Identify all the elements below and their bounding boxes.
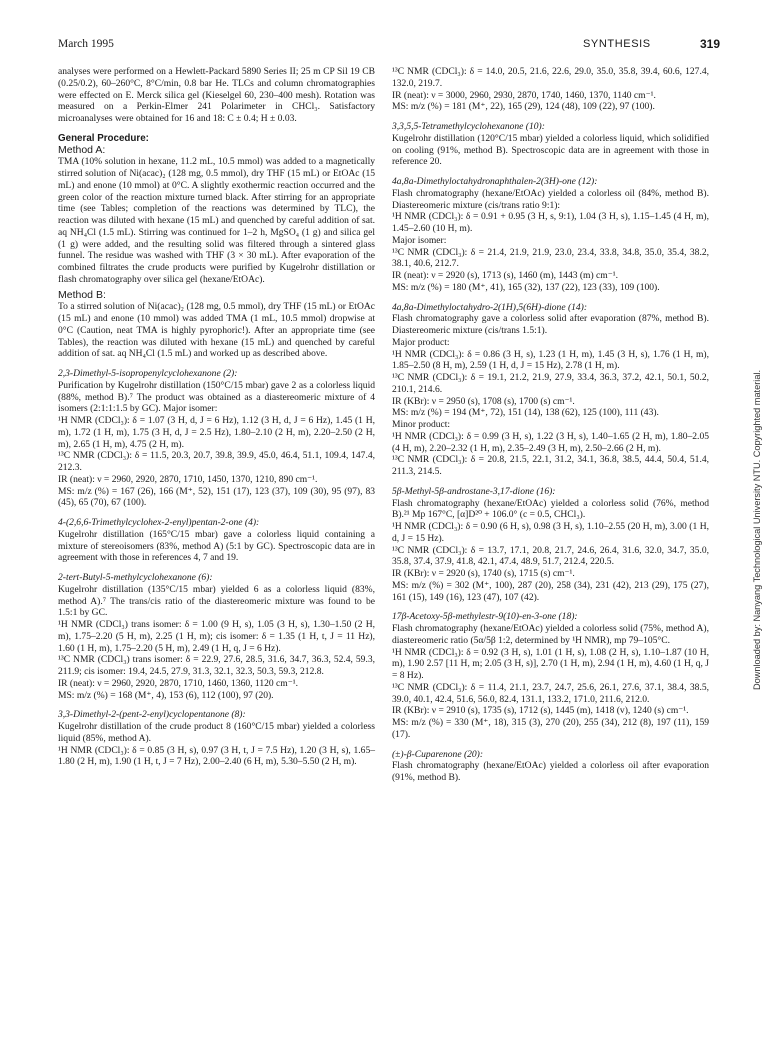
- body-paragraph: ¹H NMR (CDCl₃) trans isomer: δ = 1.00 (9 H, s), 1.05 (3 H, s), 1.30–1.50 (2 H, m), 1.75–2.20 (5 H, m), 2.25 (1 H, m); cis isomer: δ = 1.35 (1 H, t, J = 11 Hz), 1.60 (1 H, m), 1.75–2.20 (5 H, m), 2.49 (1 H, q, J = 6 Hz).: [58, 619, 375, 654]
- body-paragraph: analyses were performed on a Hewlett-Packard 5890 Series II; 25 m CP Sil 19 CB (0.25/0.2), 60–260°C, 8°C/min, 0.8 bar He. TLCs and column chromatographies were effected on E. Merck silica gel (Kieselgel 60, 230–400 mesh). Rotation was measured on a Perkin-Elmer 241 Polarimeter in CHCl₃. Satisfactory microanalyses were obtained for 16 and 18: C ± 0.4; H ± 0.03.: [58, 66, 375, 124]
- section-gap: [392, 741, 709, 749]
- body-paragraph: Major isomer:: [392, 234, 447, 246]
- section-gap: [392, 113, 709, 121]
- body-paragraph: Kugelrohr distillation (120°C/15 mbar) yielded a colorless liquid, which solidified on cooling (91%, method B). Spectroscopic data are in agreement with those in reference 20.: [392, 132, 709, 168]
- body-paragraph: MS: m/z (%) = 194 (M⁺, 72), 151 (14), 138 (62), 125 (100), 111 (43).: [392, 407, 659, 419]
- section-gap: [58, 564, 375, 572]
- issue-date: March 1995: [58, 38, 114, 50]
- body-paragraph: ¹³C NMR (CDCl₃): δ = 19.1, 21.2, 21.9, 27.9, 33.4, 36.3, 37.2, 42.1, 50.1, 50.2, 210.1, 214.6.: [392, 372, 709, 395]
- body-paragraph: MS: m/z (%) = 302 (M⁺, 100), 287 (20), 258 (34), 231 (42), 213 (29), 175 (27), 161 (15), 149 (16), 123 (47), 107 (42).: [392, 579, 709, 603]
- body-paragraph: ¹³C NMR (CDCl₃): δ = 14.0, 20.5, 21.6, 22.6, 29.0, 35.0, 35.8, 39.4, 60.6, 127.4, 132.0, 219.7.: [392, 66, 709, 89]
- page-header: [58, 38, 720, 54]
- section-gap: [392, 294, 709, 302]
- body-paragraph: MS: m/z (%) = 168 (M⁺, 4), 153 (6), 112 (100), 97 (20).: [58, 689, 274, 701]
- body-paragraph: Flash chromatography (hexane/EtOAc) yielded a colorless solid (75%, method A), diastereomeric ratio (5α/5β 1:2, determined by ¹H NMR), mp 79–105°C.: [392, 623, 709, 646]
- compound-heading: 4a,8a-Dimethyloctahydronaphthalen-2(3H)-one (12):: [392, 176, 598, 187]
- method-heading: Method A:: [58, 143, 106, 156]
- body-paragraph: Flash chromatography (hexane/EtOAc) yielded a colorless solid (76%, method B).²¹ Mp 167°C, [α]D²⁰ + 106.0° (c = 0.5, CHCl₃).: [392, 497, 709, 521]
- body-paragraph: ¹³C NMR (CDCl₃): δ = 11.4, 21.1, 23.7, 24.7, 25.6, 26.1, 27.6, 37.1, 38.4, 38.5, 39.0, 40.1, 42.4, 51.6, 56.0, 82.4, 131.1, 133.2, 171.0, 211.6, 212.0.: [392, 681, 709, 705]
- download-watermark: Downloaded by: Nanyang Technological University NTU. Copyrighted material.: [752, 369, 762, 690]
- method-heading: Method B:: [58, 288, 106, 301]
- section-gap: [392, 603, 709, 611]
- body-paragraph: ¹³C NMR (CDCl₃): δ = 13.7, 17.1, 20.8, 21.7, 24.6, 26.4, 31.6, 32.0, 34.7, 35.0, 35.8, 37.4, 37.9, 41.8, 42.1, 47.4, 48.9, 51.7, 212.4, 220.5.: [392, 544, 709, 568]
- left-column: [58, 66, 375, 768]
- body-paragraph: MS: m/z (%) = 330 (M⁺, 18), 315 (3), 270 (20), 255 (34), 212 (8), 197 (11), 159 (17).: [392, 717, 709, 740]
- section-gap: [58, 509, 375, 517]
- body-paragraph: MS: m/z (%) = 167 (26), 166 (M⁺, 52), 151 (17), 123 (37), 109 (30), 95 (97), 83 (45), 65 (70), 67 (100).: [58, 485, 375, 509]
- section-gap: [58, 701, 375, 709]
- compound-heading: (±)-β-Cuparenone (20):: [392, 748, 484, 760]
- body-paragraph: MS: m/z (%) = 181 (M⁺, 22), 165 (29), 124 (48), 109 (22), 97 (100).: [392, 101, 655, 113]
- body-paragraph: ¹³C NMR (CDCl₃): δ = 11.5, 20.3, 20.7, 39.8, 39.9, 45.0, 46.4, 51.1, 109.4, 147.4, 212.3.: [58, 450, 375, 473]
- body-paragraph: IR (neat): ν = 2960, 2920, 2870, 1710, 1450, 1370, 1210, 890 cm⁻¹.: [58, 473, 318, 485]
- compound-heading: 3,3-Dimethyl-2-(pent-2-enyl)cyclopentanone (8):: [58, 709, 246, 721]
- compound-heading: 2-tert-Butyl-5-methylcyclohexanone (6):: [58, 572, 213, 583]
- compound-heading: 3,3,5,5-Tetramethylcyclohexanone (10):: [392, 121, 545, 132]
- body-paragraph: ¹³C NMR (CDCl₃) trans isomer: δ = 22.9, 27.6, 28.5, 31.6, 34.7, 36.3, 52.4, 59.3, 211.9; cis isomer: 19.4, 24.5, 27.9, 31.3, 32.1, 32.3, 50.3, 59.3, 212.8.: [58, 654, 375, 677]
- procedure-heading: General Procedure:: [58, 132, 149, 144]
- body-paragraph: Major product:: [392, 336, 450, 348]
- body-paragraph: ¹H NMR (CDCl₃): δ = 0.91 + 0.95 (3 H, s, 9:1), 1.04 (3 H, s), 1.15–1.45 (4 H, m), 1.45–2.60 (10 H, m).: [392, 211, 709, 234]
- body-paragraph: IR (neat): ν = 2960, 2920, 2870, 1710, 1460, 1360, 1120 cm⁻¹.: [58, 677, 298, 689]
- journal-title: SYNTHESIS: [583, 38, 651, 50]
- body-paragraph: ¹H NMR (CDCl₃): δ = 0.86 (3 H, s), 1.23 (1 H, m), 1.45 (3 H, s), 1.76 (1 H, m), 1.85–2.50 (8 H, m), 2.59 (1 H, d, J = 15 Hz), 2.78 (1 H, m).: [392, 348, 709, 372]
- body-paragraph: ¹H NMR (CDCl₃): δ = 0.85 (3 H, s), 0.97 (3 H, t, J = 7.5 Hz), 1.20 (3 H, s), 1.65–1.80 (2 H, m), 1.90 (1 H, t, J = 7 Hz), 2.00–2.40 (6 H, m), 5.30–5.50 (2 H, m).: [58, 744, 375, 768]
- body-paragraph: MS: m/z (%) = 180 (M⁺, 41), 165 (32), 137 (22), 123 (33), 109 (100).: [392, 281, 660, 293]
- compound-heading: 4-(2,6,6-Trimethylcyclohex-2-enyl)pentan-2-one (4):: [58, 517, 260, 528]
- body-paragraph: IR (KBr): ν = 2910 (s), 1735 (s), 1712 (s), 1445 (m), 1418 (v), 1240 (s) cm⁻¹.: [392, 705, 689, 717]
- body-paragraph: ¹H NMR (CDCl₃): δ = 1.07 (3 H, d, J = 6 Hz), 1.12 (3 H, d, J = 6 Hz), 1.45 (1 H, m), 1.72 (1 H, m), 1.75 (3 H, d, J = 2.5 Hz), 1.80–2.10 (2 H, m), 2.20–2.50 (2 H, m), 2.65 (1 H, m), 4.75 (2 H, m).: [58, 415, 375, 450]
- body-paragraph: Flash chromatography (hexane/EtOAc) yielded a colorless oil after evaporation (91%, method B).: [392, 760, 709, 783]
- body-paragraph: ¹³C NMR (CDCl₃): δ = 21.4, 21.9, 21.9, 23.0, 23.4, 33.8, 34.8, 35.0, 35.4, 38.2, 38.1, 40.6, 212.7.: [392, 246, 709, 270]
- body-paragraph: ¹H NMR (CDCl₃): δ = 0.90 (6 H, s), 0.98 (3 H, s), 1.10–2.55 (20 H, m), 3.00 (1 H, d, J = 15 Hz).: [392, 521, 709, 544]
- body-paragraph: ¹³C NMR (CDCl₃): δ = 20.8, 21.5, 22.1, 31.2, 34.1, 36.8, 38.5, 44.4, 50.4, 51.4, 211.3, 214.5.: [392, 454, 709, 477]
- page-number: 319: [699, 37, 720, 51]
- body-paragraph: To a stirred solution of Ni(acac)₂ (128 mg, 0.5 mmol), dry THF (15 mL) or EtOAc (15 mL) and enone (10 mmol) was added TMA (1 mL, 10.5 mmol) dropwise at 0°C (Caution, neat TMA is highly pyrophoric!). After an appropriate time (see Tables), the reaction was diluted with hexane (15 mL) and quenched by careful addition of sat. aq NH₄Cl (1.5 mL) and worked up as described above.: [58, 301, 375, 360]
- body-paragraph: Kugelrohr distillation of the crude product 8 (160°C/15 mbar) yielded a colorless liquid (85%, method A).: [58, 721, 375, 744]
- compound-heading: 17β-Acetoxy-5β-methylestr-9(10)-en-3-one (18):: [392, 611, 578, 623]
- compound-heading: 5β-Methyl-5β-androstane-3,17-dione (16):: [392, 485, 556, 497]
- body-paragraph: Minor product:: [392, 419, 451, 430]
- body-paragraph: ¹H NMR (CDCl₃): δ = 0.92 (3 H, s), 1.01 (1 H, s), 1.08 (2 H, s), 1.10–1.87 (10 H, m), 1.90 2.57 [11 H, m; 2.05 (3 H, s)], 2.70 (1 H, m), 2.94 (1 H, m), 4.60 (1 H, q, J = 8 Hz).: [392, 646, 709, 681]
- compound-heading: 4a,8a-Dimethyloctahydro-2(1H),5(6H)-dione (14):: [392, 301, 588, 313]
- section-gap: [58, 125, 375, 133]
- body-paragraph: ¹H NMR (CDCl₃): δ = 0.99 (3 H, s), 1.22 (3 H, s), 1.40–1.65 (2 H, m), 1.80–2.05 (4 H, m), 2.20–2.32 (1 H, m), 2.35–2.49 (3 H, m), 2.50–2.66 (2 H, m).: [392, 430, 709, 454]
- body-paragraph: IR (neat): ν = 3000, 2960, 2930, 2870, 1740, 1460, 1370, 1140 cm⁻¹.: [392, 89, 656, 101]
- body-paragraph: Kugelrohr distillation (135°C/15 mbar) yielded 6 as a colorless liquid (83%, method A).⁷ The trans/cis ratio of the diastereomeric mixture was found to be 1.5:1 by GC.: [58, 583, 375, 619]
- right-column: [392, 66, 709, 784]
- body-paragraph: TMA (10% solution in hexane, 11.2 mL, 10.5 mmol) was added to a magnetically stirred solution of Ni(acac)₂ (128 mg, 0.5 mmol), dry THF (15 mL) or EtOAc (15 mL) and enone (10 mmol) at 0°C. A slightly exothermic reaction occurred and the green color of the reaction mixture turned black. After stirring for an appropriate time (see Tables; completion of the reactions was determined by TLC), the reaction was diluted with hexane (15 mL) and quenched by careful addition of sat. aq NH₄Cl (1.5 mL). Stirring was continued for 1–2 h, MgSO₄ (1 g) and silica gel (1 g) were added, and the resulting solid was filtered through a sintered glass funnel. The residue was washed with THF (3 × 30 mL). After evaporation of the combined filtrates the crude products were purified by Kugelrohr distillation or flash chromatography over silica gel (hexane/EtOAc).: [58, 156, 375, 285]
- body-paragraph: IR (KBr): ν = 2950 (s), 1708 (s), 1700 (s) cm⁻¹.: [392, 395, 575, 407]
- body-paragraph: Flash chromatography (hexane/EtOAc) yielded a colorless oil (84%, method B). Diastereomeric mixture (cis/trans ratio 9:1):: [392, 187, 709, 211]
- body-paragraph: Flash chromatography gave a colorless solid after evaporation (87%, method B). Diastereomeric mixture (cis/trans 1.5:1).: [392, 313, 709, 336]
- body-paragraph: Kugelrohr distillation (165°C/15 mbar) gave a colorless liquid containing a mixture of stereoisomers (83%, method A) (5:1 by GC). Spectroscopic data are in agreement with those in references 4, 7 and 19.: [58, 528, 375, 564]
- compound-heading: 2,3-Dimethyl-5-isopropenylcyclohexanone (2):: [58, 368, 238, 379]
- section-gap: [58, 360, 375, 368]
- section-gap: [392, 478, 709, 486]
- section-gap: [392, 168, 709, 176]
- body-paragraph: IR (KBr): ν = 2920 (s), 1740 (s), 1715 (s) cm⁻¹.: [392, 568, 575, 579]
- body-paragraph: Purification by Kugelrohr distillation (150°C/15 mbar) gave 2 as a colorless liquid (88%, method B).⁷ The product was obtained as a diastereomeric mixture of 4 isomers (2:1:1:1.5 by GC). Major isomer:: [58, 379, 375, 415]
- body-paragraph: IR (neat): ν = 2920 (s), 1713 (s), 1460 (m), 1443 (m) cm⁻¹.: [392, 270, 619, 281]
